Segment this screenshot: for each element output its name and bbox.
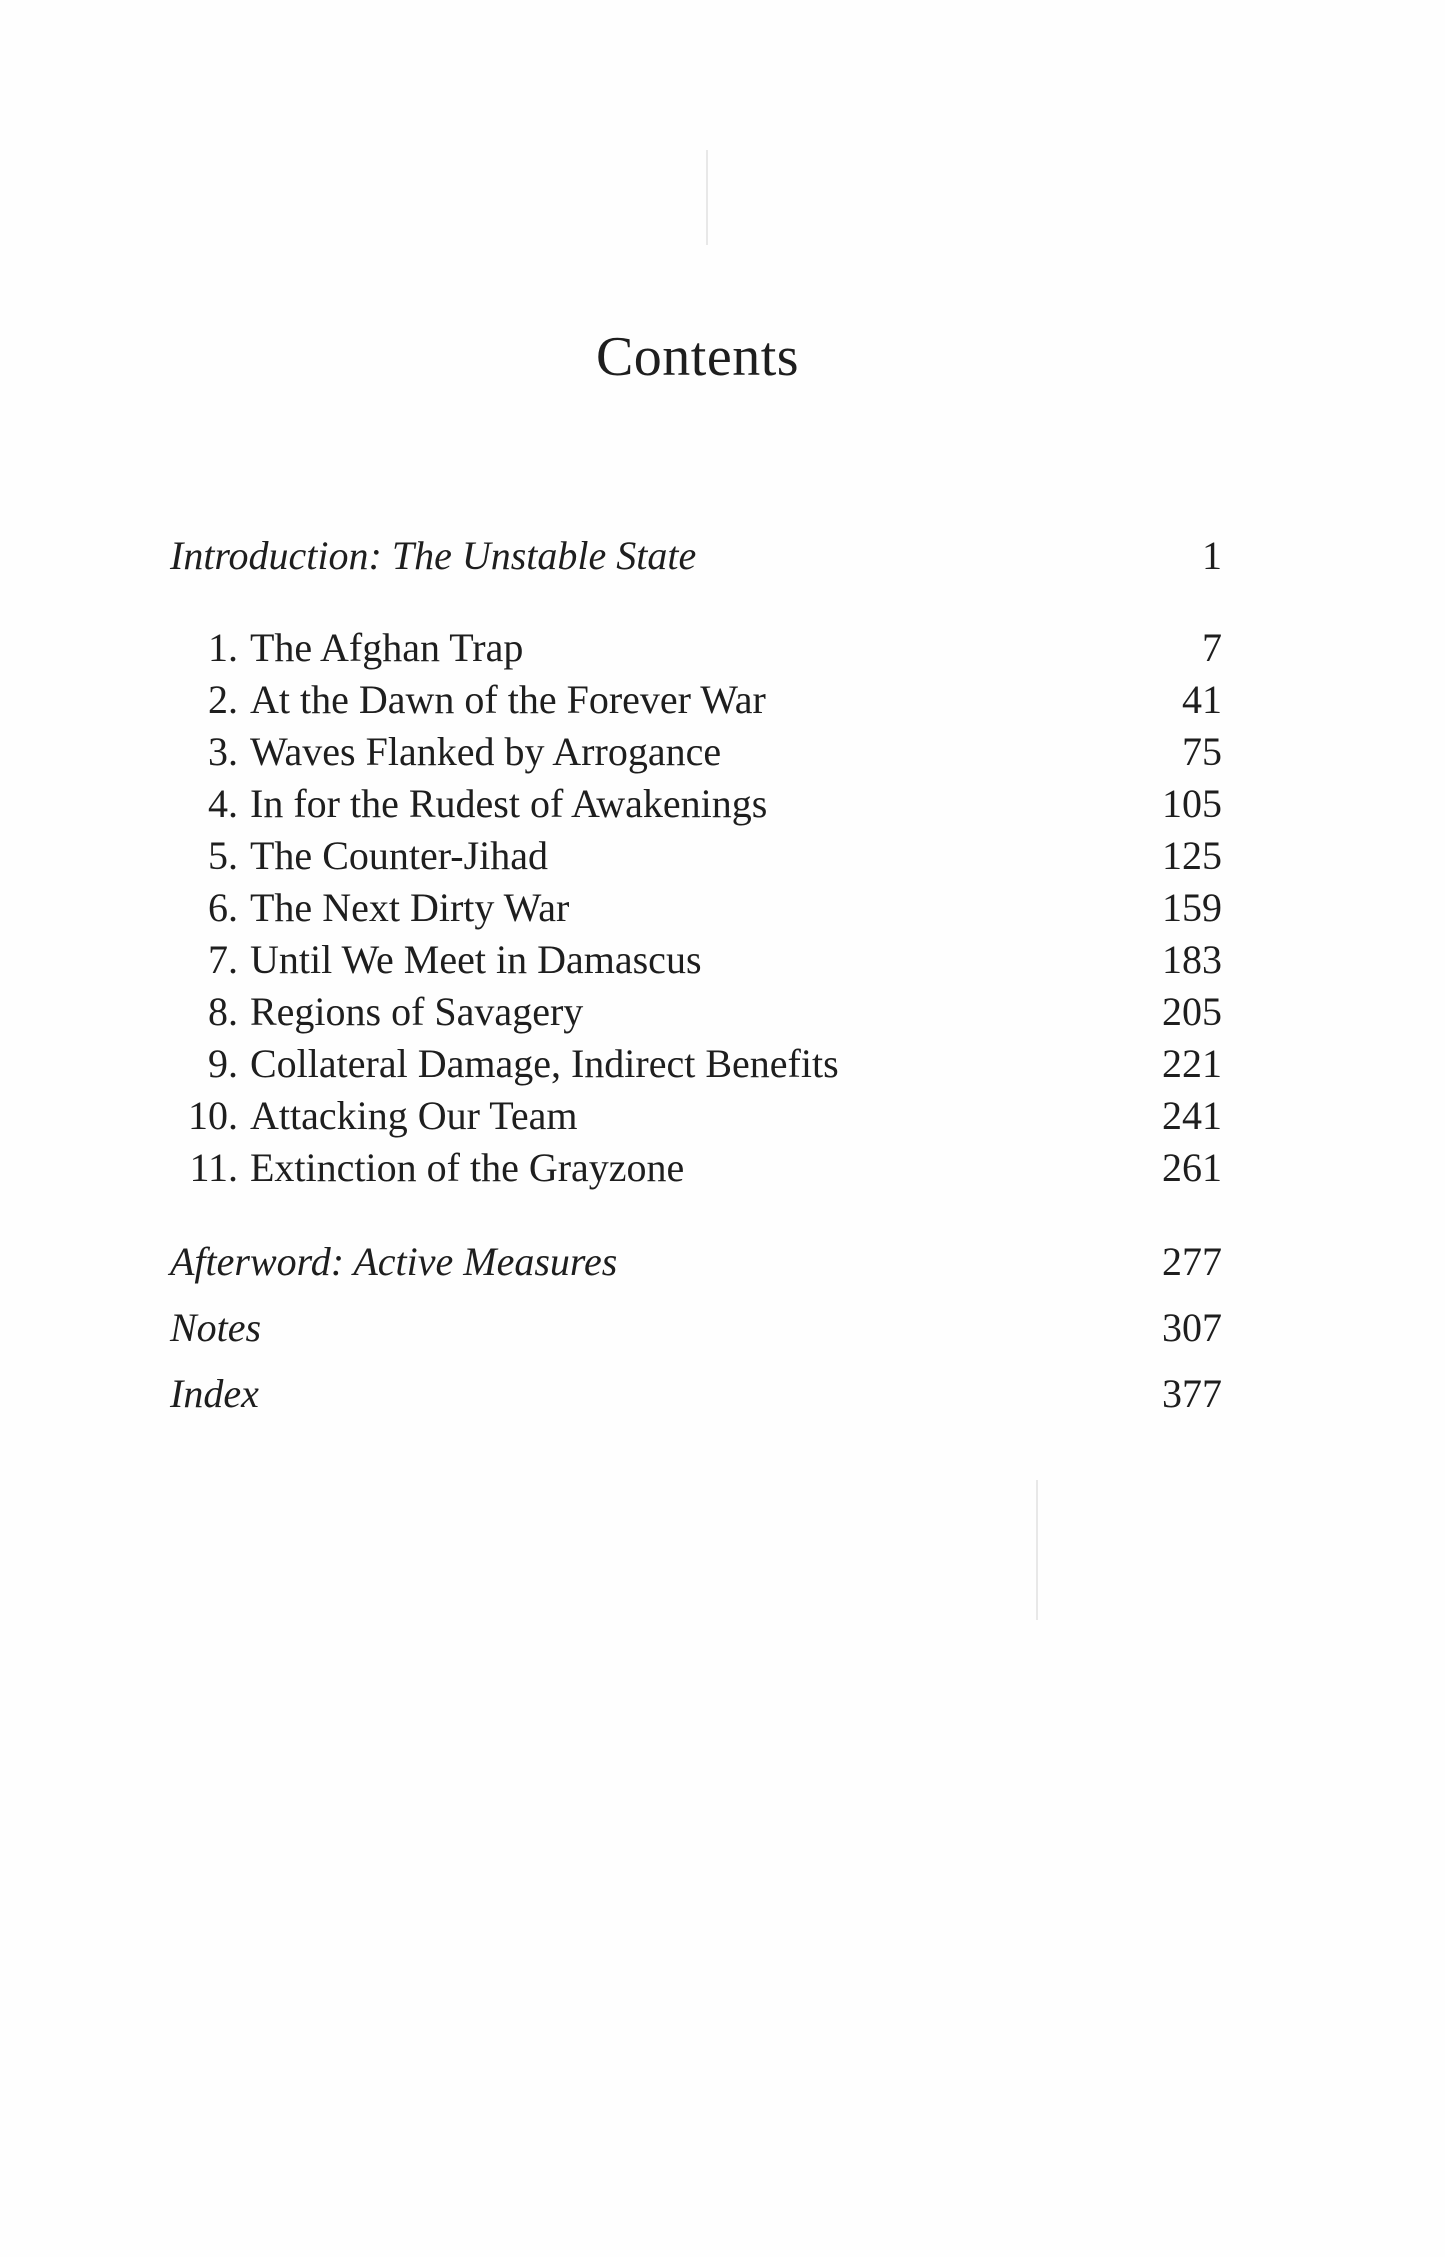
chapter-number: 4. [208,781,238,826]
chapter-title: Waves Flanked by Arrogance [250,729,722,774]
toc-entry-afterword [170,1229,1222,1295]
chapter-page: 241 [1162,1093,1222,1138]
chapter-number: 2. [208,677,238,722]
chapter-page: 41 [1182,677,1222,722]
chapter-title: Regions of Savagery [250,989,584,1034]
page-title: Contents [595,326,800,388]
chapter-number: 3. [208,729,238,774]
entry-page: 307 [1162,1305,1222,1350]
toc-entry-index [170,1361,1222,1427]
toc-entry-notes [170,1295,1222,1361]
scan-artifact [1036,1480,1038,1620]
chapter-page: 105 [1162,781,1222,826]
toc-entry-introduction [170,530,1222,582]
chapter-number: 8. [208,989,238,1034]
chapter-title: Attacking Our Team [250,1093,578,1138]
front-matter-list [170,530,1222,582]
chapter-number: 1. [208,625,238,670]
chapter-page: 221 [1162,1041,1222,1086]
entry-label: Introduction: The Unstable State [170,533,697,578]
chapter-page: 125 [1162,833,1222,878]
chapter-number: 5. [208,833,238,878]
chapter-number: 7. [208,937,238,982]
chapter-title: The Next Dirty War [250,885,570,930]
toc-entry-chapter [170,1142,1222,1194]
chapter-page: 261 [1162,1145,1222,1190]
toc-entry-chapter [170,934,1222,986]
chapter-title: Until We Meet in Damascus [250,937,702,982]
entry-label: Notes [170,1305,262,1350]
chapter-title: At the Dawn of the Forever War [250,677,766,722]
toc-entry-chapter [170,622,1222,674]
back-matter-list [170,1229,1222,1427]
chapter-number: 9. [208,1041,238,1086]
entry-label: Index [170,1371,259,1416]
toc-entry-chapter [170,1090,1222,1142]
chapter-title: In for the Rudest of Awakenings [250,781,768,826]
chapter-title: Collateral Damage, Indirect Benefits [250,1041,839,1086]
toc-entry-chapter [170,830,1222,882]
chapter-title: Extinction of the Grayzone [250,1145,685,1190]
chapter-title: The Counter-Jihad [250,833,549,878]
chapter-list [170,622,1222,1194]
toc-entry-chapter [170,674,1222,726]
toc-entry-chapter [170,726,1222,778]
toc-entry-chapter [170,882,1222,934]
chapter-page: 75 [1182,729,1222,774]
toc-entry-chapter [170,778,1222,830]
chapter-page: 159 [1162,885,1222,930]
chapter-page: 205 [1162,989,1222,1034]
chapter-page: 183 [1162,937,1222,982]
table-of-contents [170,530,1222,1427]
toc-entry-chapter [170,986,1222,1038]
scan-artifact [706,150,708,245]
chapter-number: 10. [188,1093,238,1138]
entry-page: 377 [1162,1371,1222,1416]
chapter-number: 6. [208,885,238,930]
chapter-title: The Afghan Trap [250,625,524,670]
entry-label: Afterword: Active Measures [170,1239,618,1284]
chapter-page: 7 [1202,625,1222,670]
chapter-number: 11. [189,1145,238,1190]
entry-page: 1 [1202,533,1222,578]
toc-entry-chapter [170,1038,1222,1090]
entry-page: 277 [1162,1239,1222,1284]
